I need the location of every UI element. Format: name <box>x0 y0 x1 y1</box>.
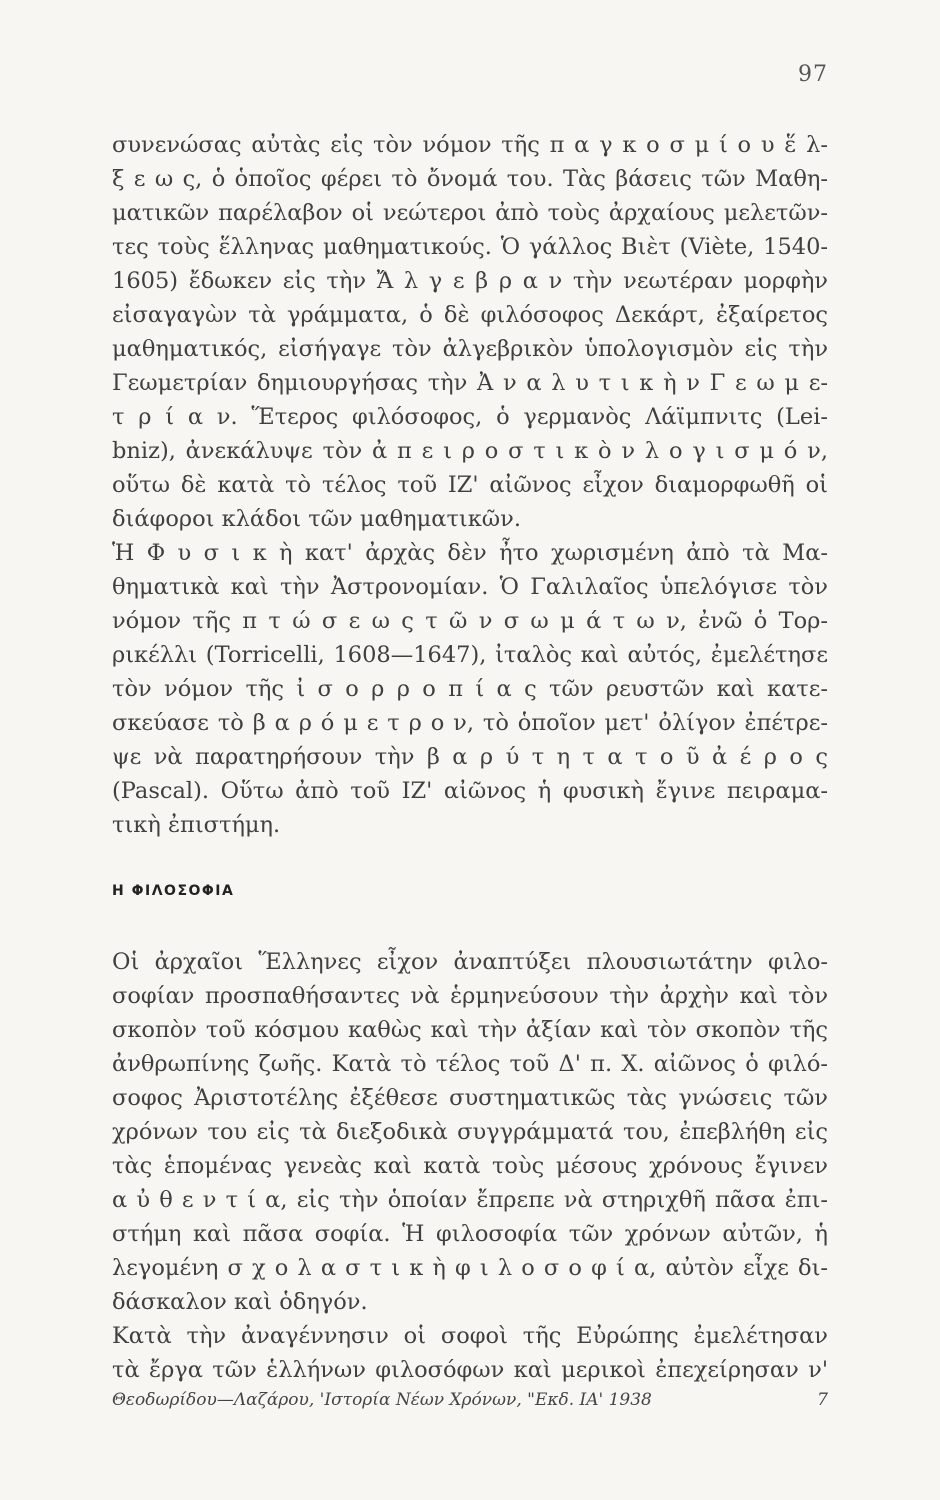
text-line: α ὐ θ ε ν τ ί α, εἰς τὴν ὁποίαν ἔπρεπε νὰ στηριχθῆ πᾶσα ἐπι- <box>112 1187 828 1213</box>
page-footer <box>112 1390 828 1410</box>
text-line: ρικέλλι (Torricelli, 1608—1647), ἰταλὸς καὶ αὐτός, ἐμελέτησε <box>112 642 828 668</box>
text-line: σοφος Ἀριστοτέλης ἐξέθεσε συστηματικῶς τὰς γνώσεις τῶν <box>112 1085 828 1111</box>
text-line: σκοπὸν τοῦ κόσμου καθὼς καὶ τὴν ἀξίαν καὶ τὸν σκοπὸν τῆς <box>112 1017 828 1043</box>
section-heading: Η ΦΙΛΟΣΟΦΙΑ <box>112 883 235 899</box>
text-line: Γεωμετρίαν δημιουργήσας τὴν Ἀ ν α λ υ τ ι κ ὴ ν Γ ε ω μ ε- <box>112 370 828 396</box>
text-line: 1605) ἔδωκεν εἰς τὴν Ἄ λ γ ε β ρ α ν τὴν νεωτέραν μορφὴν <box>112 268 828 294</box>
text-line: σοφίαν προσπαθήσαντες νὰ ἑρμηνεύσουν τὴν ἀρχὴν καὶ τὸν <box>112 983 828 1009</box>
text-line: τες τοὺς ἕλληνας μαθηματικούς. Ὁ γάλλος Βιὲτ (Viète, 1540- <box>112 234 828 260</box>
paragraph-sciences <box>112 128 828 842</box>
text-line: (Pascal). Οὕτω ἀπὸ τοῦ ΙΖ' αἰῶνος ἡ φυσικὴ ἔγινε πειραμα- <box>112 778 828 804</box>
text-line: χρόνων του εἰς τὰ διεξοδικὰ συγγράμματά του, ἐπεβλήθη εἰς <box>112 1119 828 1145</box>
footer-citation: Θεοδωρίδου—Λαζάρου, 'Ιστορία Νέων Χρόνων, "Εκδ. ΙΑ' 1938 <box>112 1390 652 1410</box>
text-line: τ ρ ί α ν. Ἕτερος φιλόσοφος, ὁ γερμανὸς Λάϊμπνιτς (Lei- <box>112 404 828 430</box>
text-line: εἰσαγαγὼν τὰ γράμματα, ὁ δὲ φιλόσοφος Δεκάρτ, ἐξαίρετος <box>112 302 828 328</box>
text-line: τικὴ ἐπιστήμη. <box>112 812 281 838</box>
text-line: διάφοροι κλάδοι τῶν μαθηματικῶν. <box>112 506 521 532</box>
page-number: 97 <box>798 62 828 87</box>
text-line: οὕτω δὲ κατὰ τὸ τέλος τοῦ ΙΖ' αἰῶνος εἶχον διαμορφωθῆ οἱ <box>112 472 828 498</box>
text-line: Οἱ ἀρχαῖοι Ἕλληνες εἶχον ἀναπτύξει πλουσιωτάτην φιλο- <box>112 949 828 975</box>
text-line: ξ ε ω ς, ὁ ὁποῖος φέρει τὸ ὄνομά του. Τὰς βάσεις τῶν Μαθη- <box>112 166 828 192</box>
text-line: μαθηματικός, εἰσήγαγε τὸν ἀλγεβρικὸν ὑπολογισμὸν εἰς τὴν <box>112 336 828 362</box>
text-line: λεγομένη σ χ ο λ α σ τ ι κ ὴ φ ι λ ο σ ο φ ί α, αὐτὸν εἶχε δι- <box>112 1255 828 1281</box>
text-line: ἀνθρωπίνης ζωῆς. Κατὰ τὸ τέλος τοῦ Δ' π. Χ. αἰῶνος ὁ φιλό- <box>112 1051 828 1077</box>
paragraph-philosophy <box>112 945 828 1387</box>
text-line: νόμον τῆς π τ ώ σ ε ω ς τ ῶ ν σ ω μ ά τ ω ν, ἐνῶ ὁ Τορ- <box>112 608 828 634</box>
text-line: ψε νὰ παρατηρήσουν τὴν β α ρ ύ τ η τ α τ ο ῦ ἀ έ ρ ο ς <box>112 744 828 770</box>
text-line: τὸν νόμον τῆς ἰ σ ο ρ ρ ο π ί α ς τῶν ρευστῶν καὶ κατε- <box>112 676 828 702</box>
text-line: ματικῶν παρέλαβον οἱ νεώτεροι ἀπὸ τοὺς ἀρχαίους μελετῶν- <box>112 200 828 226</box>
text-line: συνενώσας αὐτὰς εἰς τὸν νόμον τῆς π α γ κ ο σ μ ί ο υ ἕ λ- <box>112 132 828 158</box>
text-line: τὰς ἑπομένας γενεὰς καὶ κατὰ τοὺς μέσους χρόνους ἔγινεν <box>112 1153 828 1179</box>
text-line: σκεύασε τὸ β α ρ ό μ ε τ ρ ο ν, τὸ ὁποῖον μετ' ὀλίγον ἐπέτρε- <box>112 710 828 736</box>
text-line: θηματικὰ καὶ τὴν Ἀστρονομίαν. Ὁ Γαλιλαῖος ὑπελόγισε τὸν <box>112 574 828 600</box>
text-line: Ἡ Φ υ σ ι κ ὴ κατ' ἀρχὰς δὲν ἦτο χωρισμένη ἀπὸ τὰ Μα- <box>112 540 828 566</box>
footer-signature-mark: 7 <box>817 1390 828 1410</box>
text-line: στήμη καὶ πᾶσα σοφία. Ἡ φιλοσοφία τῶν χρόνων αὐτῶν, ἡ <box>112 1221 828 1247</box>
text-line: τὰ ἔργα τῶν ἑλλήνων φιλοσόφων καὶ μερικοὶ ἐπεχείρησαν ν' <box>112 1357 828 1383</box>
text-line: bniz), ἀνεκάλυψε τὸν ἀ π ε ι ρ ο σ τ ι κ ὸ ν λ ο γ ι σ μ ό ν, <box>112 438 828 464</box>
text-line: δάσκαλον καὶ ὁδηγόν. <box>112 1289 368 1315</box>
text-line: Κατὰ τὴν ἀναγέννησιν οἱ σοφοὶ τῆς Εὐρώπης ἐμελέτησαν <box>112 1323 828 1349</box>
